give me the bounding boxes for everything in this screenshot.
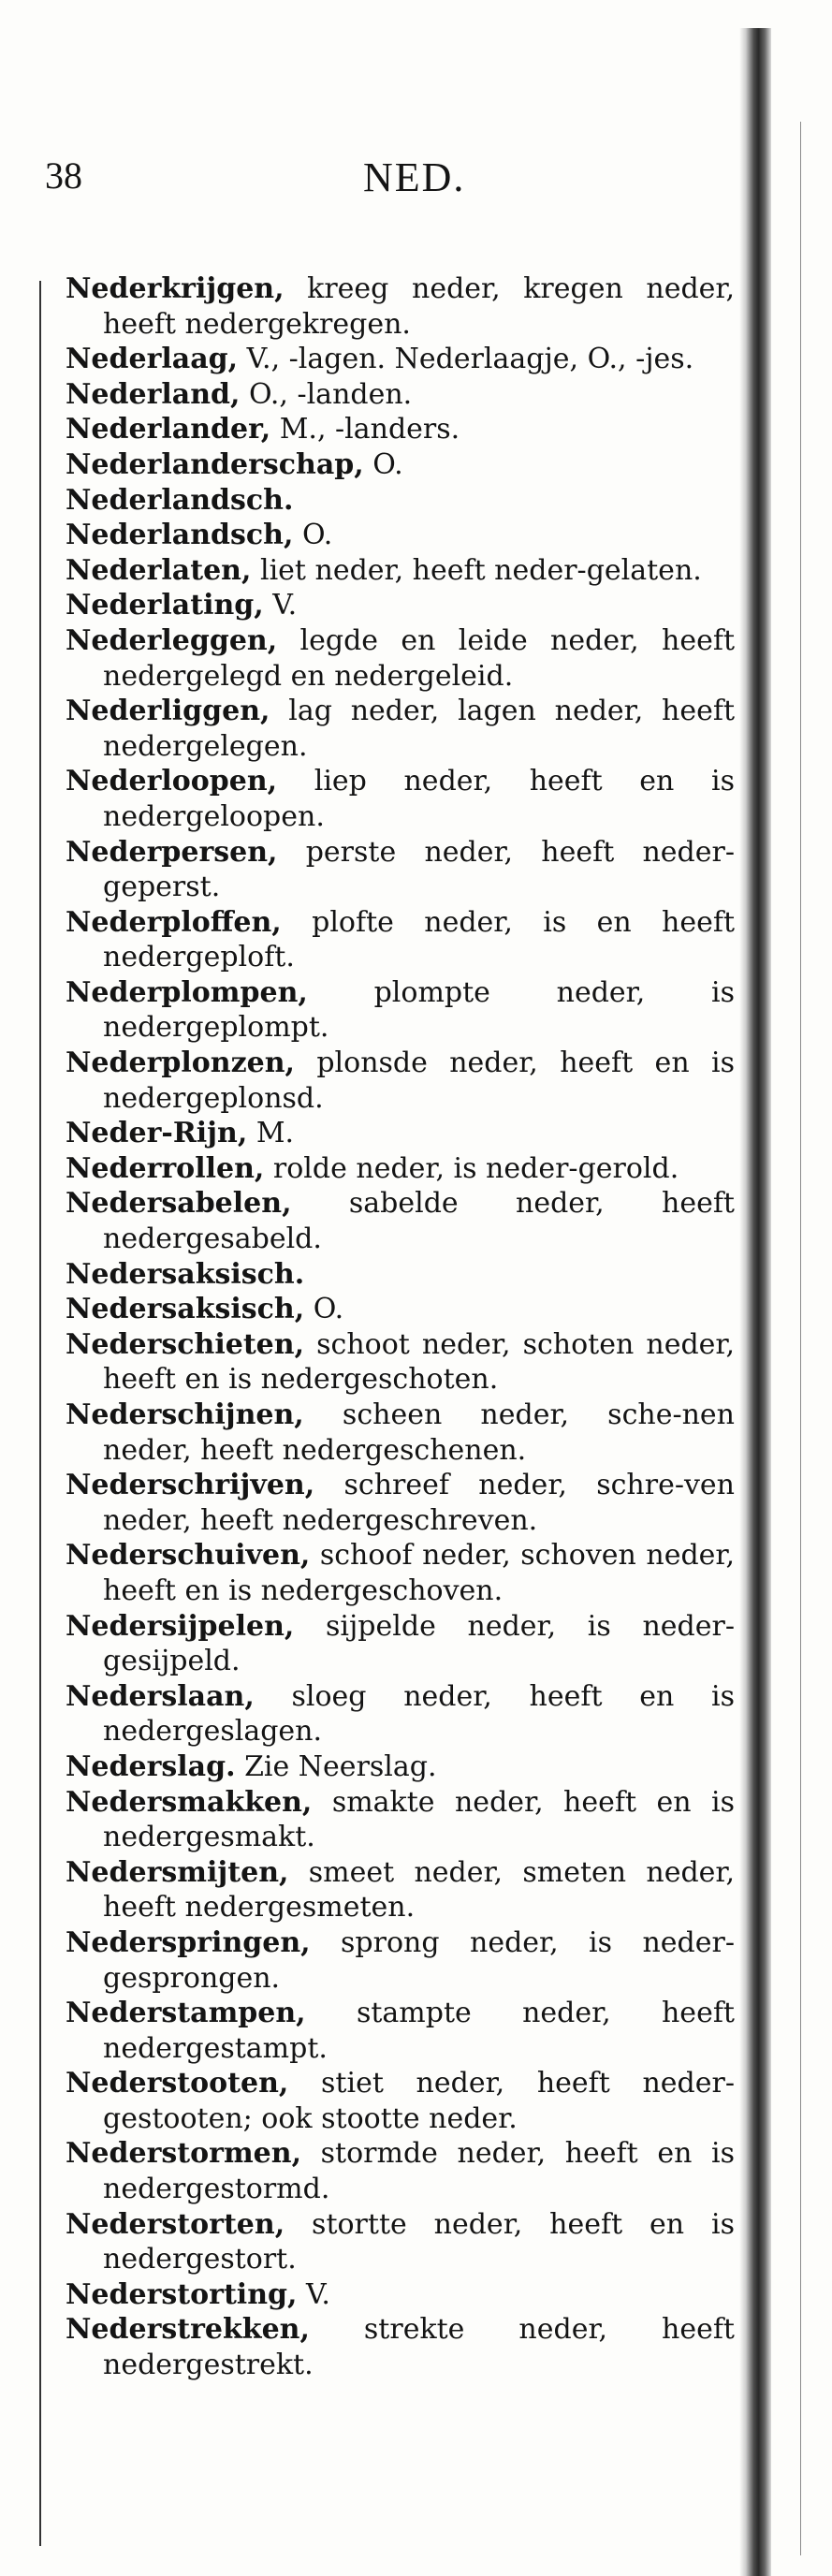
entry-headword: Nederstampen, xyxy=(66,1997,306,2030)
entry-definition: perste neder, heeft neder-geperst. xyxy=(103,835,735,904)
entry-definition: M., -landers. xyxy=(279,413,460,446)
dictionary-entry xyxy=(66,1538,735,1608)
entry-headword: Nederstormen, xyxy=(66,2137,302,2171)
entry-definition: legde en leide neder, heeft nedergelegd en nedergeleid. xyxy=(103,623,736,693)
page-number: 38 xyxy=(45,154,82,197)
dictionary-entry xyxy=(66,1609,735,1679)
entry-definition: stormde neder, heeft en is nedergestormd. xyxy=(103,2137,735,2206)
entry-headword: Nederstorten, xyxy=(66,2207,285,2241)
entry-headword: Nederstorting, xyxy=(66,2277,298,2311)
entry-definition: plompte neder, is nedergeplompt. xyxy=(103,975,735,1045)
entry-headword: Nederlander, xyxy=(66,413,271,446)
dictionary-entry xyxy=(66,905,735,975)
entry-definition: Zie Neerslag. xyxy=(244,1749,437,1783)
entry-headword: Nederslaan, xyxy=(66,1679,255,1713)
entry-definition: sprong neder, is neder-gesprongen. xyxy=(103,1925,735,1995)
entry-headword: Nederkrijgen, xyxy=(66,272,285,305)
running-head: NED. xyxy=(363,154,466,200)
entry-definition: smeet neder, smeten neder, heeft nedergesmeten. xyxy=(103,1855,735,1925)
dictionary-entry xyxy=(66,2277,735,2313)
entry-headword: Nederlanderschap, xyxy=(66,447,364,481)
entry-headword: Nederschijnen, xyxy=(66,1398,304,1431)
dictionary-entry xyxy=(66,483,735,519)
entry-definition: smakte neder, heeft en is nedergesmakt. xyxy=(103,1785,735,1854)
entry-definition: M. xyxy=(255,1117,295,1150)
dictionary-entry xyxy=(66,2312,735,2382)
entry-definition: O. xyxy=(301,519,333,552)
entry-headword: Nedersijpelen, xyxy=(66,1609,295,1643)
entry-definition: liep neder, heeft en is nedergeloopen. xyxy=(103,765,735,833)
dictionary-entry xyxy=(66,764,735,834)
entry-headword: Nedersaksisch, xyxy=(66,1293,305,1326)
entry-definition: strekte neder, heeft nedergestrekt. xyxy=(103,2313,735,2382)
dictionary-entry xyxy=(66,412,735,447)
entry-headword: Nederschrijven, xyxy=(66,1469,315,1502)
entry-definition: sabelde neder, heeft nedergesabeld. xyxy=(103,1187,735,1256)
entry-headword: Nederloopen, xyxy=(66,765,278,798)
entry-headword: Neder-Rijn, xyxy=(66,1117,248,1150)
entry-headword: Nederlaten, xyxy=(66,553,252,587)
entry-headword: Nederstrekken, xyxy=(66,2313,310,2347)
entry-headword: Nederschuiven, xyxy=(66,1539,311,1573)
dictionary-entry xyxy=(66,694,735,764)
dictionary-entry xyxy=(66,518,735,553)
entry-definition: plonsde neder, heeft en is nedergeplonsd. xyxy=(103,1046,735,1115)
entry-headword: Nederlandsch. xyxy=(66,483,294,517)
entry-definition: scheen neder, sche-nen neder, heeft nedergeschenen. xyxy=(103,1398,735,1467)
entry-headword: Nedersmijten, xyxy=(66,1855,289,1889)
dictionary-entry xyxy=(66,1996,735,2066)
dictionary-entry xyxy=(66,447,735,483)
entry-headword: Nederlaag, xyxy=(66,343,239,376)
dictionary-entry xyxy=(66,377,735,413)
entry-definition: O. xyxy=(313,1293,344,1326)
entry-headword: Nederspringen, xyxy=(66,1925,311,1959)
entry-definition: rolde neder, is neder-gerold. xyxy=(272,1151,679,1185)
entry-headword: Nederplonzen, xyxy=(66,1046,295,1080)
entry-definition: V. xyxy=(272,589,298,622)
entry-definition: lag neder, lagen neder, heeft nedergelegen. xyxy=(103,695,735,763)
dictionary-entry xyxy=(66,1327,735,1398)
entry-headword: Nederslag. xyxy=(66,1749,236,1783)
entry-definition: stampte neder, heeft nedergestampt. xyxy=(103,1997,735,2065)
dictionary-entry xyxy=(66,1292,735,1327)
entry-definition: stiet neder, heeft neder-gestooten; ook stootte neder. xyxy=(103,2067,735,2135)
entry-definition: V. xyxy=(305,2277,330,2311)
entry-definition: schoof neder, schoven neder, heeft en is nedergeschoven. xyxy=(103,1539,735,1607)
entry-headword: Nederschieten, xyxy=(66,1327,305,1361)
dictionary-entry xyxy=(66,2207,735,2277)
dictionary-entry xyxy=(66,342,735,377)
entry-definition: schreef neder, schre-ven neder, heeft nedergeschreven. xyxy=(103,1469,735,1537)
entry-headword: Nederploffen, xyxy=(66,905,282,939)
entry-headword: Nederland, xyxy=(66,377,241,411)
entry-headword: Nederleggen, xyxy=(66,623,278,657)
dictionary-entry-list xyxy=(66,271,735,2383)
entry-headword: Nedersaksisch. xyxy=(66,1257,305,1291)
entry-headword: Nederlandsch, xyxy=(66,519,294,552)
binding-shadow xyxy=(739,28,771,2576)
dictionary-entry xyxy=(66,1468,735,1538)
dictionary-entry xyxy=(66,1151,735,1187)
entry-headword: Nederplompen, xyxy=(66,975,308,1009)
dictionary-entry xyxy=(66,1257,735,1293)
dictionary-entry xyxy=(66,1046,735,1116)
entry-headword: Nedersmakken, xyxy=(66,1785,313,1819)
dictionary-entry xyxy=(66,623,735,694)
dictionary-entry xyxy=(66,975,735,1046)
left-margin-rule xyxy=(39,281,41,2546)
entry-definition: O. xyxy=(372,447,403,481)
entry-definition: V., -lagen. Nederlaagje, O., -jes. xyxy=(246,343,694,376)
dictionary-entry xyxy=(66,1855,735,1925)
dictionary-entry xyxy=(66,2066,735,2136)
dictionary-entry xyxy=(66,271,735,342)
entry-definition: kreeg neder, kregen neder, heeft nedergekregen. xyxy=(103,272,735,341)
dictionary-entry xyxy=(66,553,735,589)
dictionary-entry xyxy=(66,2136,735,2206)
dictionary-entry xyxy=(66,1785,735,1855)
entry-headword: Nederlating, xyxy=(66,589,264,622)
dictionary-entry xyxy=(66,1116,735,1151)
dictionary-entry xyxy=(66,835,735,905)
entry-definition: sijpelde neder, is neder-gesijpeld. xyxy=(103,1609,735,1678)
dictionary-entry xyxy=(66,1186,735,1256)
entry-headword: Nederpersen, xyxy=(66,835,278,869)
entry-definition: sloeg neder, heeft en is nedergeslagen. xyxy=(103,1679,735,1749)
entry-headword: Nederrollen, xyxy=(66,1151,265,1185)
entry-definition: O., -landen. xyxy=(249,377,413,411)
entry-headword: Nederstooten, xyxy=(66,2067,289,2100)
entry-headword: Nedersabelen, xyxy=(66,1187,292,1221)
dictionary-entry xyxy=(66,1679,735,1749)
entry-headword: Nederliggen, xyxy=(66,695,270,728)
gutter-line xyxy=(800,122,801,2555)
entry-definition: schoot neder, schoten neder, heeft en is nedergeschoten. xyxy=(103,1327,735,1397)
dictionary-entry xyxy=(66,1925,735,1996)
entry-definition: plofte neder, is en heeft nedergeploft. xyxy=(103,905,735,974)
entry-definition: liet neder, heeft neder-gelaten. xyxy=(259,553,702,587)
entry-definition: stortte neder, heeft en is nedergestort. xyxy=(103,2207,736,2276)
dictionary-entry xyxy=(66,1398,735,1468)
dictionary-entry xyxy=(66,588,735,623)
dictionary-entry xyxy=(66,1749,735,1785)
